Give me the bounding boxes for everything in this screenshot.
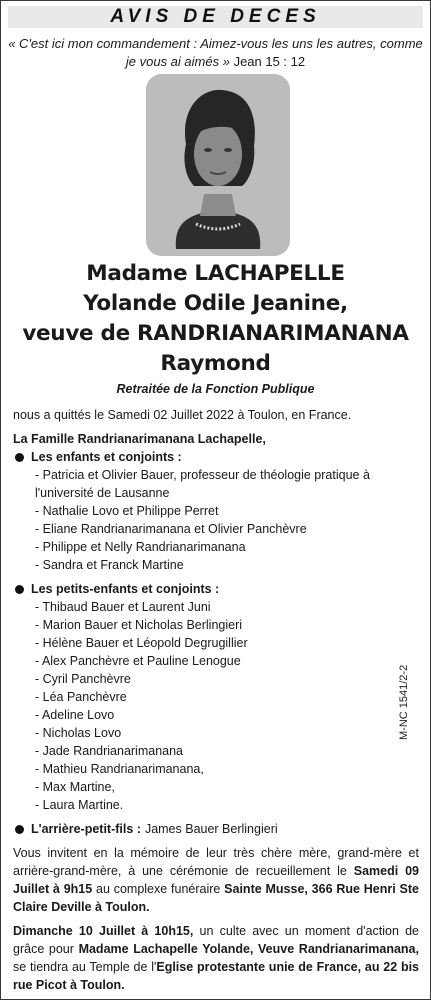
- service-text-2: se tiendra au Temple de l': [13, 960, 157, 974]
- grandchildren-heading: [13, 580, 419, 598]
- name-line-2: Yolande Odile Jeanine,: [83, 291, 348, 316]
- list-item: - Nicholas Lovo: [35, 726, 122, 740]
- announcement-text: nous a quittés le Samedi 02 Juillet 2022 à Toulon, en France.: [13, 408, 352, 422]
- list-item: - Patricia et Olivier Bauer, professeur de théologie pratique à l'université de Lausanne: [35, 468, 370, 500]
- service-person: Madame Lachapelle Yolande, Veuve Randrianarimanana,: [78, 942, 419, 956]
- list-item: - Laura Martine.: [35, 798, 124, 812]
- bullet-icon: [15, 453, 24, 462]
- ceremony-place-intro: au complexe funéraire: [96, 882, 221, 896]
- children-list: [13, 466, 419, 574]
- portrait-photo: [146, 74, 290, 256]
- service-paragraph: [13, 922, 419, 994]
- service-church: Eglise protestante unie de France, au 22 bis rue Picot à Toulon.: [13, 960, 419, 992]
- list-item: - Mathieu Randrianarimanana,: [35, 762, 204, 776]
- greatgrandchild-line: [13, 820, 419, 838]
- greatgrandchild-heading: L'arrière-petit-fils :: [31, 822, 141, 836]
- greatgrandchild-name: James Bauer Berlingieri: [144, 822, 278, 836]
- bullet-icon: [15, 825, 24, 834]
- list-item: - Adeline Lovo: [35, 708, 115, 722]
- reference-code: M-NC 1541/2-2: [398, 664, 410, 740]
- list-item: - Nathalie Lovo et Philippe Perret: [35, 504, 219, 518]
- list-item: - Sandra et Franck Martine: [35, 558, 184, 572]
- ceremony-paragraph: [13, 844, 419, 916]
- family-heading: La Famille Randrianarimanana Lachapelle,: [13, 432, 266, 446]
- list-item: - Léa Panchèvre: [35, 690, 127, 704]
- bible-quote: [8, 35, 423, 71]
- list-item: - Jade Randrianarimanana: [35, 744, 184, 758]
- list-item: - Philippe et Nelly Randrianarimanana: [35, 540, 246, 554]
- name-line-4: Raymond: [160, 351, 271, 376]
- quote-text: « C'est ici mon commandement : Aimez-vous les uns les autres, comme je vous ai aimés »: [8, 36, 423, 69]
- children-heading-label: Les enfants et conjoints :: [31, 450, 182, 464]
- notice-title: AVIS DE DECES: [8, 6, 423, 28]
- service-text-1: un culte avec un moment d'action de grâce pour: [13, 924, 419, 956]
- deceased-occupation: Retraitée de la Fonction Publique: [116, 382, 315, 396]
- list-item: - Hélène Bauer et Léopold Degrugillier: [35, 636, 248, 650]
- deceased-name: [8, 259, 423, 379]
- ceremony-date: Samedi 09 Juillet à 9h15: [13, 864, 419, 896]
- notice-body: [13, 406, 419, 994]
- children-heading: [13, 448, 419, 466]
- quote-reference: Jean 15 : 12: [233, 54, 306, 69]
- name-line-3: veuve de RANDRIANARIMANANA: [22, 321, 409, 346]
- list-item: - Cyril Panchèvre: [35, 672, 131, 686]
- name-line-1: Madame LACHAPELLE: [86, 261, 345, 286]
- ceremony-place: Sainte Musse, 366 Rue Henri Ste Claire Deville à Toulon.: [13, 882, 419, 914]
- list-item: - Thibaud Bauer et Laurent Juni: [35, 600, 211, 614]
- grandchildren-list: [13, 598, 419, 814]
- list-item: - Max Martine,: [35, 780, 115, 794]
- grandchildren-heading-label: Les petits-enfants et conjoints :: [31, 582, 220, 596]
- list-item: - Marion Bauer et Nicholas Berlingieri: [35, 618, 243, 632]
- service-date: Dimanche 10 Juillet à 10h15,: [13, 924, 194, 938]
- list-item: - Eliane Randrianarimanana et Olivier Panchèvre: [35, 522, 307, 536]
- list-item: - Alex Panchèvre et Pauline Lenogue: [35, 654, 241, 668]
- bullet-icon: [15, 585, 24, 594]
- ceremony-intro: Vous invitent en la mémoire de leur très chère mère, grand-mère et arrière-grand-mère, à une cérémonie de recueillement le: [13, 846, 419, 878]
